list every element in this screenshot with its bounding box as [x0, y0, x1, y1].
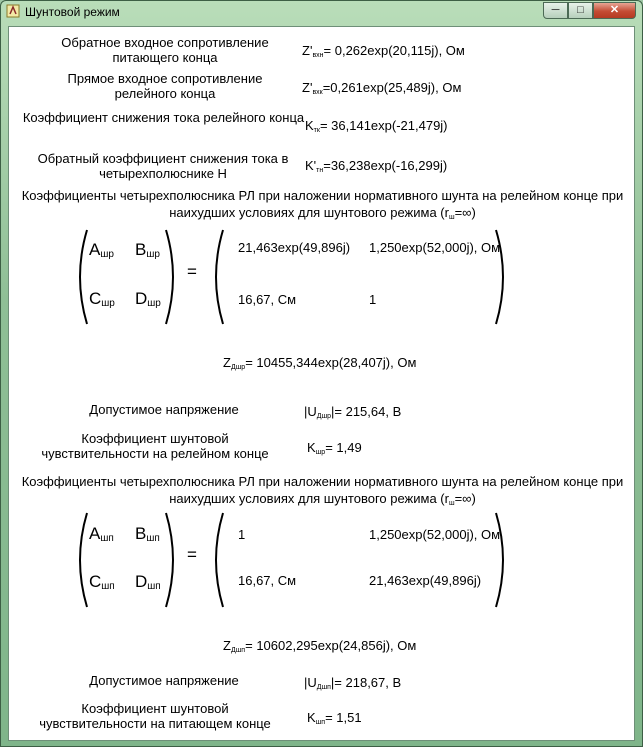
symbol: K [305, 118, 314, 133]
row-label-current-reduction-relay: Коэффициент снижения тока релейного конца [22, 110, 305, 125]
symbol: K' [305, 158, 317, 173]
heading-line-1: Коэффициенты четырехполюсника РЛ при наложении нормативного шунта на релейном конце при [21, 188, 624, 203]
matrix2-value-22: 21,463exp(49,896j) [369, 573, 482, 588]
heading-line-2: наихудших условиях для шунтового режима (rш=∞) [169, 205, 476, 221]
section2-z-value: ZДшп= 10602,295exp(24,856j), Ом [223, 638, 417, 654]
row-label-reverse-input-impedance: Обратное входное сопротивление питающего конца [61, 35, 269, 65]
matrix1-D: Dшр [135, 289, 161, 309]
matrix1-equals: = [187, 262, 197, 281]
right-paren-icon [494, 228, 512, 326]
symbol-subscript: тк [313, 127, 320, 134]
section2-heading [9, 473, 635, 510]
client-area [8, 26, 635, 741]
matrix1-C: Cшр [89, 289, 115, 309]
value-text: =0,261exp(25,489j), Ом [322, 80, 462, 95]
symbol-subscript: вхк [312, 89, 323, 96]
left-paren-icon [207, 228, 225, 326]
matrix2-C: Cшп [89, 572, 115, 592]
row-label-reverse-current-reduction: Обратный коэффициент снижения тока в четырехполюснике Н [37, 151, 289, 181]
matrix2-A: Aшп [89, 524, 114, 544]
matrix2-D: Dшп [135, 572, 161, 592]
left-paren-icon [207, 511, 225, 609]
close-button[interactable]: ✕ [593, 2, 636, 19]
section2-voltage-label: Допустимое напряжение [89, 673, 239, 688]
heading-line-2: наихудших условиях для шунтового режима (rш=∞) [169, 491, 476, 507]
symbol: Z' [302, 43, 313, 58]
title-bar[interactable] [1, 1, 642, 22]
section1-voltage-value: |UДшр|= 215,64, В [304, 404, 402, 420]
matrix1-value-11: 21,463exp(49,896j) [238, 240, 351, 255]
symbol-subscript: тн [316, 167, 324, 174]
section2-voltage-value: |UДшп|= 218,67, В [304, 675, 402, 691]
matrix1-B: Bшр [135, 240, 160, 260]
row-value-reverse-input-impedance [302, 43, 465, 58]
row-value-current-reduction-relay [305, 118, 448, 133]
symbol: Z' [302, 80, 313, 95]
value-text: = 36,141exp(-21,479j) [319, 118, 448, 133]
left-paren-icon [71, 228, 89, 326]
matrix2-value-11: 1 [238, 527, 246, 542]
matrix2-B: Bшп [135, 524, 160, 544]
section1-heading [9, 187, 635, 224]
row-value-direct-input-impedance [302, 80, 461, 95]
matrix1-value-22: 1 [369, 292, 377, 307]
right-paren-icon [494, 511, 512, 609]
section1-z-value: ZДшр= 10455,344exp(28,407j), Ом [223, 355, 417, 371]
value-text: = 0,262exp(20,115j), Ом [323, 43, 465, 58]
matrix2-value-12: 1,250exp(52,000j), Ом [369, 527, 501, 542]
matrix1-A: Aшр [89, 240, 114, 260]
left-paren-icon [71, 511, 89, 609]
window-title: Шунтовой режим [25, 5, 120, 19]
right-paren-icon [164, 228, 182, 326]
heading-line-1: Коэффициенты четырехполюсника РЛ при наложении нормативного шунта на релейном конце при [21, 474, 624, 489]
section1-sensitivity-value: Kшр= 1,49 [307, 440, 362, 456]
value-text: =36,238exp(-16,299j) [323, 158, 448, 173]
section2-sensitivity-label: Коэффициент шунтовой чувствительности на питающем конце [39, 701, 271, 731]
minimize-button[interactable]: ─ [543, 2, 568, 19]
app-icon[interactable] [6, 4, 20, 18]
row-label-direct-input-impedance: Прямое входное сопротивление релейного конца [67, 71, 263, 101]
row-value-reverse-current-reduction [305, 158, 447, 173]
right-paren-icon [164, 511, 182, 609]
symbol-subscript: вхн [312, 52, 324, 59]
maximize-button[interactable]: □ [568, 2, 593, 19]
section1-sensitivity-label: Коэффициент шунтовой чувствительности на релейном конце [41, 431, 269, 461]
matrix1-value-12: 1,250exp(52,000j), Ом [369, 240, 501, 255]
matrix2-equals: = [187, 545, 197, 564]
matrix1-value-21: 16,67, См [238, 292, 297, 307]
matrix2-value-21: 16,67, См [238, 573, 297, 588]
section1-voltage-label: Допустимое напряжение [89, 402, 239, 417]
section2-sensitivity-value: Kшп= 1,51 [307, 710, 362, 726]
